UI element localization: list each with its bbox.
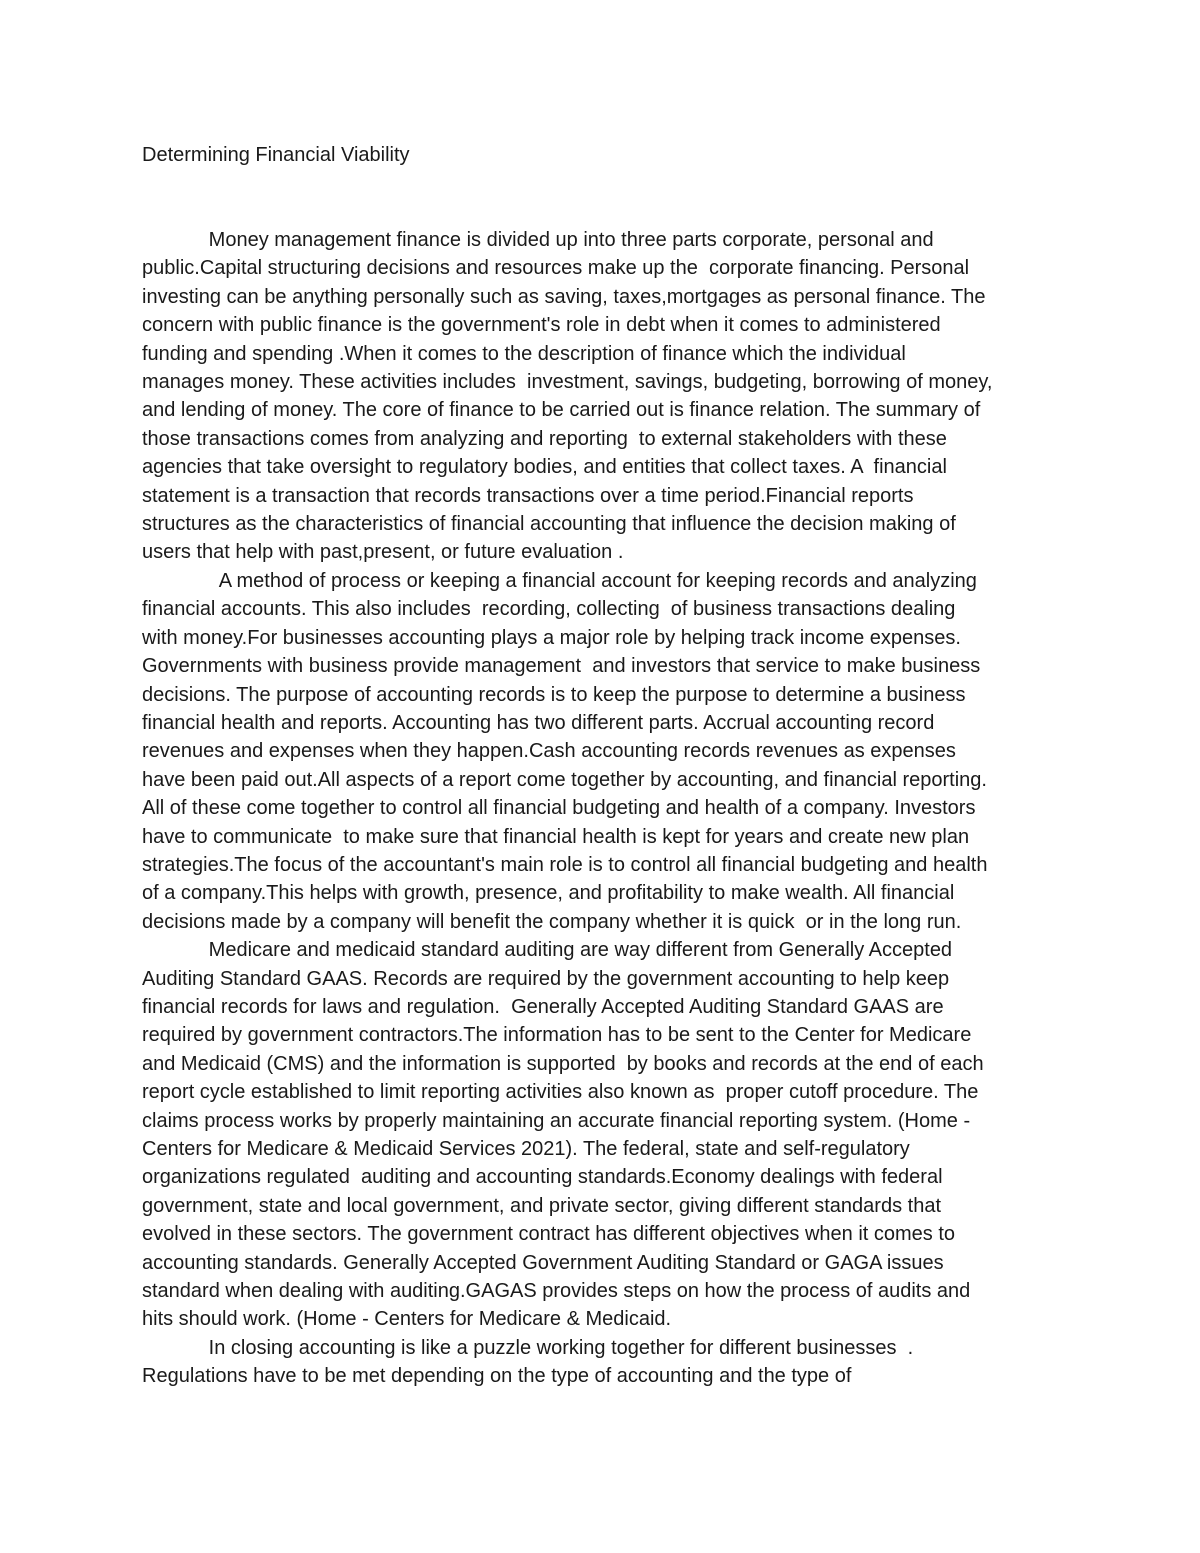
text-line: Medicare and medicaid standard auditing are way different from Generally Accepted xyxy=(142,939,953,962)
text-line: government, state and local government, and private sector, giving different standards that xyxy=(142,1194,941,1217)
text-line: Governments with business provide management and investors that service to make business xyxy=(142,655,981,678)
text-line: accounting standards. Generally Accepted Government Auditing Standard or GAGA issues xyxy=(142,1251,944,1274)
text-line: Money management finance is divided up into three parts corporate, personal and xyxy=(142,229,934,251)
paragraph-medicare-auditing xyxy=(142,936,1072,1334)
text-line: structures as the characteristics of financial accounting that influence the decision making of xyxy=(142,513,956,536)
paragraph-closing xyxy=(142,1334,1072,1391)
text-line: A method of process or keeping a financial account for keeping records and analyzing xyxy=(142,569,977,592)
text-line: manages money. These activities includes investment, savings, budgeting, borrowing of money, xyxy=(142,371,993,394)
text-line: concern with public finance is the government's role in debt when it comes to administered xyxy=(142,314,941,337)
text-line: users that help with past,present, or future evaluation . xyxy=(142,541,624,564)
text-line: have to communicate to make sure that financial health is kept for years and create new plan xyxy=(142,825,970,848)
text-line: report cycle established to limit reporting activities also known as proper cutoff procedure. The xyxy=(142,1081,979,1104)
text-line: of a company.This helps with growth, presence, and profitability to make wealth. All financial xyxy=(142,882,955,905)
document-title: Determining Financial Viability xyxy=(142,144,410,166)
text-line: financial health and reports. Accounting has two different parts. Accrual accounting record xyxy=(142,711,935,734)
text-line: All of these come together to control all financial budgeting and health of a company. Investors xyxy=(142,797,976,820)
text-line: claims process works by properly maintaining an accurate financial reporting system. (Home - xyxy=(142,1109,971,1132)
paragraph-money-management xyxy=(142,226,1072,567)
text-line: with money.For businesses accounting plays a major role by helping track income expenses. xyxy=(142,626,961,649)
text-line: Auditing Standard GAAS. Records are required by the government accounting to help keep xyxy=(142,967,950,990)
text-line: In closing accounting is like a puzzle working together for different businesses . xyxy=(142,1336,914,1359)
text-line: statement is a transaction that records transactions over a time period.Financial reports xyxy=(142,484,914,507)
text-line: decisions made by a company will benefit the company whether it is quick or in the long run. xyxy=(142,910,962,933)
paragraph-accounting-method xyxy=(142,567,1072,936)
text-line: those transactions comes from analyzing and reporting to external stakeholders with these xyxy=(142,427,947,450)
text-line: investing can be anything personally such as saving, taxes,mortgages as personal finance. The xyxy=(142,285,986,308)
text-line: hits should work. (Home - Centers for Medicare & Medicaid. xyxy=(142,1308,672,1331)
text-line: required by government contractors.The information has to be sent to the Center for Medicare xyxy=(142,1024,972,1047)
text-line: strategies.The focus of the accountant's main role is to control all financial budgeting and health xyxy=(142,853,988,876)
text-line: financial records for laws and regulation. Generally Accepted Auditing Standard GAAS are xyxy=(142,995,944,1018)
document-body xyxy=(142,226,1072,1391)
text-line: have been paid out.All aspects of a report come together by accounting, and financial reporting. xyxy=(142,768,987,791)
text-line: and Medicaid (CMS) and the information is supported by books and records at the end of each xyxy=(142,1052,984,1075)
text-line: funding and spending .When it comes to the description of finance which the individual xyxy=(142,342,906,365)
text-line: Centers for Medicare & Medicaid Services 2021). The federal, state and self-regulatory xyxy=(142,1138,910,1160)
text-line: and lending of money. The core of finance to be carried out is finance relation. The summary of xyxy=(142,399,981,422)
text-line: evolved in these sectors. The government contract has different objectives when it comes to xyxy=(142,1223,956,1246)
text-line: public.Capital structuring decisions and resources make up the corporate financing. Personal xyxy=(142,257,970,280)
text-line: agencies that take oversight to regulatory bodies, and entities that collect taxes. A financial xyxy=(142,456,947,479)
text-line: standard when dealing with auditing.GAGAS provides steps on how the process of audits and xyxy=(142,1280,971,1303)
text-line: organizations regulated auditing and accounting standards.Economy dealings with federal xyxy=(142,1166,943,1189)
text-line: revenues and expenses when they happen.Cash accounting records revenues as expenses xyxy=(142,740,956,763)
text-line: decisions. The purpose of accounting records is to keep the purpose to determine a business xyxy=(142,683,966,706)
text-line: Regulations have to be met depending on the type of accounting and the type of xyxy=(142,1365,852,1388)
text-line: financial accounts. This also includes recording, collecting of business transactions dealing xyxy=(142,598,956,621)
